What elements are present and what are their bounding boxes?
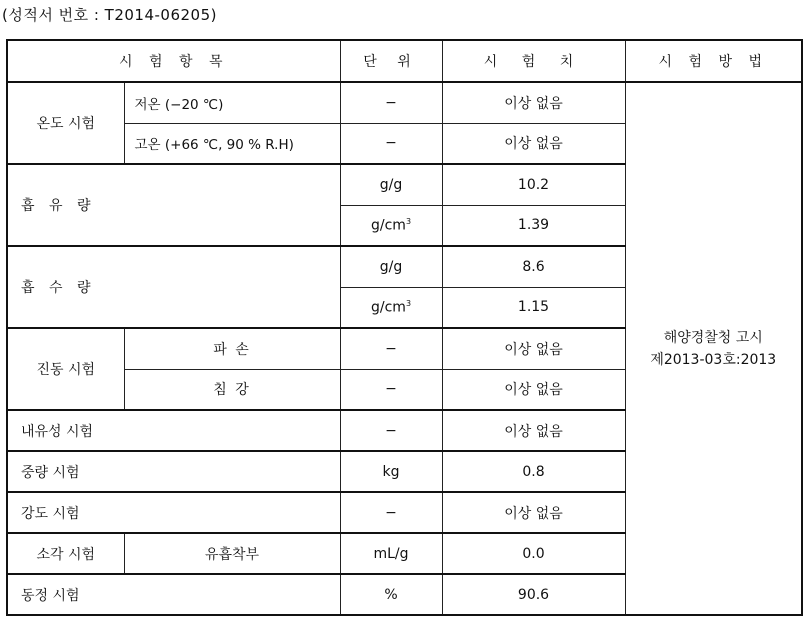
- header-unit: 단 위: [340, 40, 442, 82]
- unit-base: g/cm: [370, 299, 406, 316]
- value-cell: 10.2: [442, 164, 625, 205]
- value-cell: 8.6: [442, 246, 625, 287]
- sub-label-high-temp: 고온 (+66 ℃, 90 % R.H): [124, 123, 340, 164]
- unit-cell: −: [340, 410, 442, 451]
- unit-cell: −: [340, 82, 442, 123]
- unit-cell: kg: [340, 451, 442, 492]
- value-cell: 이상 없음: [442, 328, 625, 369]
- unit-exponent: 3: [405, 216, 412, 226]
- sub-label-low-temp: 저온 (−20 ℃): [124, 82, 340, 123]
- unit-cell: g/g: [340, 246, 442, 287]
- row-label-identification: 동정 시험: [7, 574, 340, 615]
- value-cell: 0.0: [442, 533, 625, 574]
- value-cell: 이상 없음: [442, 123, 625, 164]
- value-cell: 0.8: [442, 451, 625, 492]
- certificate-number: (성적서 번호 : T2014-06205): [2, 6, 217, 24]
- header-test-method: 시 험 방 법: [625, 40, 802, 82]
- sub-label-adsorbent: 유흡착부: [124, 533, 340, 574]
- value-cell: 이상 없음: [442, 492, 625, 533]
- row-label-oil-absorption: 흡 유 량: [7, 164, 340, 246]
- sub-label-sinking: 침 강: [124, 369, 340, 410]
- unit-cell: −: [340, 369, 442, 410]
- row-label-vibration: 진동 시험: [7, 328, 124, 410]
- value-cell: 이상 없음: [442, 369, 625, 410]
- header-test-value: 시 험 치: [442, 40, 625, 82]
- header-row: [7, 40, 802, 82]
- method-line-1: 해양경찰청 고시: [663, 329, 763, 346]
- unit-cell: [340, 287, 442, 328]
- unit-exponent: 3: [405, 298, 412, 308]
- table-row: [7, 82, 802, 123]
- unit-cell: mL/g: [340, 533, 442, 574]
- unit-cell: %: [340, 574, 442, 615]
- value-cell: 이상 없음: [442, 82, 625, 123]
- row-label-strength: 강도 시험: [7, 492, 340, 533]
- row-label-incineration: 소각 시험: [7, 533, 124, 574]
- row-label-weight: 중량 시험: [7, 451, 340, 492]
- unit-base: g/cm: [370, 217, 406, 234]
- sub-label-damage: 파 손: [124, 328, 340, 369]
- value-cell: 1.39: [442, 205, 625, 246]
- row-label-temperature: 온도 시험: [7, 82, 124, 164]
- method-line-2: 제2013-03호:2013: [650, 351, 777, 368]
- test-method-cell: [625, 82, 802, 615]
- unit-cell: −: [340, 492, 442, 533]
- unit-cell: g/g: [340, 164, 442, 205]
- row-label-oil-resistance: 내유성 시험: [7, 410, 340, 451]
- unit-cell: −: [340, 328, 442, 369]
- test-results-table: [6, 39, 803, 616]
- unit-cell: −: [340, 123, 442, 164]
- value-cell: 1.15: [442, 287, 625, 328]
- row-label-water-absorption: 흡 수 량: [7, 246, 340, 328]
- value-cell: 90.6: [442, 574, 625, 615]
- value-cell: 이상 없음: [442, 410, 625, 451]
- unit-cell: [340, 205, 442, 246]
- header-test-item: 시 험 항 목: [7, 40, 340, 82]
